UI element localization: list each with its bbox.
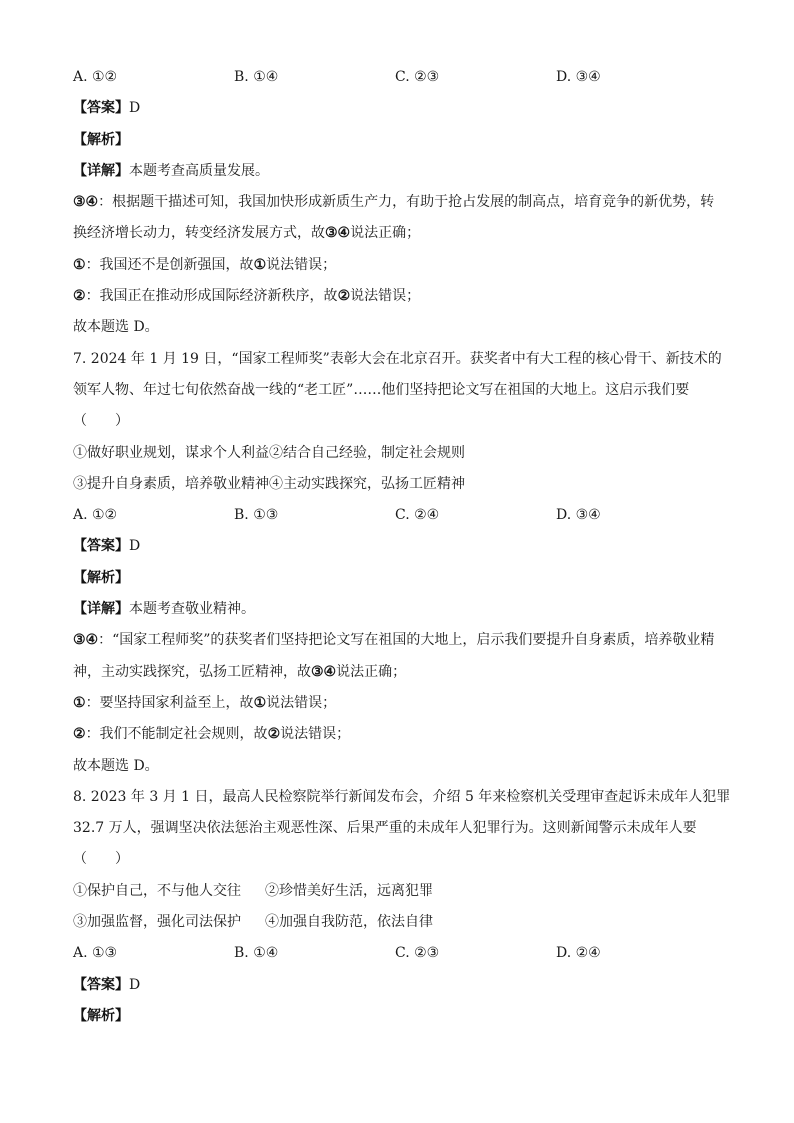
explanation-text: ：我国还不是创新强国，故 [85, 256, 254, 273]
q8-answer [73, 970, 733, 1001]
answer-value: D [129, 976, 141, 993]
explanation-number: ② [73, 726, 86, 743]
q6-explanation-1b [73, 218, 733, 249]
explanation-text: 说法错误； [266, 694, 337, 711]
analysis-tag: 【解析】 [73, 1007, 129, 1024]
q8-option-b: B. ①④ [234, 945, 279, 962]
explanation-number: ② [337, 288, 351, 305]
explanation-text: 神，主动实践探究，弘扬工匠精神，故 [73, 663, 311, 680]
q7-conclusion: 故本题选 D。 [73, 757, 159, 774]
explanation-text: 说法错误； [280, 726, 351, 743]
q7-option-b: B. ①③ [234, 507, 279, 524]
q6-explanation-3 [73, 281, 733, 312]
q6-option-d: D. ③④ [556, 69, 601, 85]
answer-value: D [129, 538, 141, 555]
explanation-text: ：根据题干描述可知，我国加快形成新质生产力，有助于抢占发展的制高点，培育竞争的新优势，转 [98, 194, 715, 211]
explanation-text: ：“国家工程师奖”的获奖者们坚持把论文写在祖国的大地上，启示我们要提升自身素质，培养敬业精 [98, 632, 715, 649]
answer-tag: 【答案】 [73, 976, 129, 993]
explanation-text: 说法错误； [350, 288, 421, 305]
q8-choice-1: ①保护自己，不与他人交往 [73, 882, 241, 899]
explanation-number: ① [253, 256, 267, 273]
detail-tag: 【详解】 [73, 162, 129, 179]
explanation-text: ：要坚持国家利益至上，故 [85, 694, 254, 711]
q7-stem-1: 7. 2024 年 1 月 19 日，“国家工程师奖”表彰大会在北京召开。获奖者中有大工程的核心骨干、新技术的 [73, 350, 722, 367]
q6-analysis-heading [73, 125, 733, 156]
q7-detail [73, 594, 733, 625]
q7-stem-2: 领军人物、年过七旬依然奋战一线的“老工匠”……他们坚持把论文写在祖国的大地上。这启示我们要 [73, 381, 690, 398]
q6-option-b: B. ①④ [234, 69, 279, 85]
q8-choice-2: ②珍惜美好生活，远离犯罪 [265, 882, 433, 899]
q7-explanation-1a [73, 625, 733, 656]
explanation-number: ③④ [325, 225, 351, 242]
q8-choice-4: ④加强自我防范，依法自律 [265, 914, 433, 931]
q7-explanation-1b [73, 657, 733, 688]
answer-tag: 【答案】 [73, 100, 129, 117]
detail-text: 本题考查高质量发展。 [129, 162, 269, 179]
q7-option-d: D. ③④ [556, 507, 601, 524]
q7-option-a: A. ①② [73, 507, 118, 524]
detail-text: 本题考查敬业精神。 [129, 601, 255, 618]
explanation-text: 换经济增长动力，转变经济发展方式，故 [73, 225, 325, 242]
q8-stem-3: （ ） [73, 851, 129, 868]
q6-detail [73, 156, 733, 187]
analysis-tag: 【解析】 [73, 131, 129, 148]
q7-options [73, 500, 733, 531]
answer-tag: 【答案】 [73, 538, 129, 555]
q8-choices-2 [73, 907, 733, 938]
q6-explanation-1a [73, 187, 733, 218]
analysis-tag: 【解析】 [73, 569, 129, 586]
explanation-number: ③④ [311, 663, 337, 680]
q6-option-a: A. ①② [73, 69, 118, 85]
q7-option-c: C. ②④ [395, 507, 440, 524]
q6-option-c: C. ②③ [395, 69, 440, 85]
explanation-number: ② [267, 726, 281, 743]
q7-answer [73, 531, 733, 562]
explanation-text: 说法正确； [350, 225, 421, 242]
q7-explanation-2 [73, 688, 733, 719]
q8-option-d: D. ②④ [556, 945, 601, 962]
explanation-number: ① [253, 694, 267, 711]
explanation-number: ③④ [73, 194, 99, 211]
q7-stem-3: （ ） [73, 413, 129, 430]
explanation-number: ① [73, 256, 86, 273]
q7-choices-2: ③提升自身素质，培养敬业精神④主动实践探究，弘扬工匠精神 [73, 475, 465, 492]
q7-choices-1: ①做好职业规划，谋求个人利益②结合自己经验，制定社会规则 [73, 444, 465, 461]
q8-choice-3: ③加强监督，强化司法保护 [73, 914, 241, 931]
q8-analysis-heading [73, 1001, 733, 1032]
q8-stem-2: 32.7 万人，强调坚决依法惩治主观恶性深、后果严重的未成年人犯罪行为。这则新闻警示未成年人要 [73, 820, 697, 837]
explanation-text: 说法错误； [266, 256, 337, 273]
explanation-text: ：我们不能制定社会规则，故 [85, 726, 268, 743]
explanation-text: 说法正确； [336, 663, 407, 680]
explanation-number: ② [73, 288, 86, 305]
explanation-number: ① [73, 694, 86, 711]
q8-options [73, 938, 733, 969]
q7-analysis-heading [73, 563, 733, 594]
explanation-text: ：我国正在推动形成国际经济新秩序，故 [85, 288, 338, 305]
explanation-number: ③④ [73, 632, 99, 649]
q6-answer [73, 93, 733, 124]
q6-explanation-2 [73, 250, 733, 281]
answer-value: D [129, 100, 141, 117]
document-page [73, 62, 733, 1032]
detail-tag: 【详解】 [73, 601, 129, 618]
q8-stem-1: 8. 2023 年 3 月 1 日，最高人民检察院举行新闻发布会，介绍 5 年来检察机关受理审查起诉未成年人犯罪 [73, 788, 731, 805]
q6-options [73, 62, 733, 93]
q8-option-c: C. ②③ [395, 945, 440, 962]
q8-option-a: A. ①③ [73, 945, 118, 962]
q7-explanation-3 [73, 719, 733, 750]
q8-choices-1 [73, 876, 733, 907]
q6-conclusion: 故本题选 D。 [73, 319, 159, 336]
